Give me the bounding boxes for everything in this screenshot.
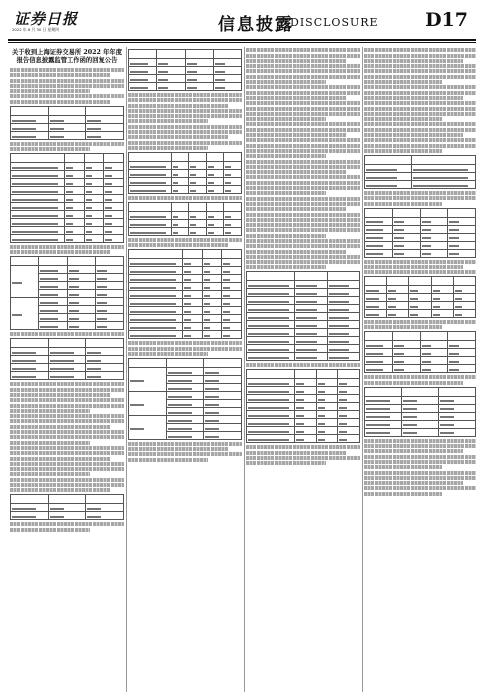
text-line: [246, 207, 346, 211]
text-line: [10, 483, 124, 487]
text-line: [10, 441, 90, 445]
text-line: [128, 146, 208, 150]
column-4: [364, 47, 476, 692]
text-line: [10, 388, 124, 392]
text-line: [364, 128, 476, 132]
text-line: [10, 147, 90, 151]
text-line: [246, 80, 326, 84]
text-line: [10, 100, 110, 104]
text-line: [246, 133, 346, 137]
data-table: [246, 271, 360, 361]
text-line: [364, 476, 476, 480]
text-line: [10, 435, 124, 439]
article-title: 关于收到上海证券交易所 2022 年年度报告信息披露监管工作函的回复公告: [11, 49, 123, 64]
data-table: [364, 387, 476, 437]
column-divider: [126, 47, 127, 692]
data-table: [10, 153, 124, 243]
text-line: [128, 442, 242, 446]
text-line: [246, 117, 326, 121]
text-line: [364, 64, 476, 68]
column-divider: [244, 47, 245, 692]
text-line: [364, 191, 476, 195]
text-line: [128, 135, 228, 139]
text-line: [364, 270, 476, 274]
text-line: [246, 213, 360, 217]
text-line: [246, 265, 326, 269]
text-line: [128, 109, 242, 113]
text-line: [128, 447, 228, 451]
text-line: [128, 98, 242, 102]
text-line: [246, 451, 346, 455]
issue-date: 2022 年 6 月 30 日 星期四: [12, 27, 59, 32]
text-line: [246, 218, 360, 222]
text-line: [10, 250, 110, 254]
text-line: [246, 170, 346, 174]
text-line: [10, 451, 124, 455]
page-code: D17: [425, 9, 468, 31]
text-line: [364, 444, 476, 448]
text-line: [128, 141, 242, 145]
text-line: [364, 107, 476, 111]
text-line: [128, 452, 242, 456]
data-table: [128, 202, 242, 236]
newspaper-page: [8, 6, 476, 694]
text-line: [364, 465, 442, 469]
text-line: [364, 202, 442, 206]
data-table: [10, 494, 124, 520]
text-line: [246, 138, 360, 142]
text-line: [246, 461, 326, 465]
column-divider: [362, 47, 363, 692]
text-line: [10, 142, 124, 146]
masthead-rule: [8, 39, 476, 41]
text-line: [364, 325, 442, 329]
text-line: [246, 160, 360, 164]
text-line: [10, 382, 124, 386]
text-line: [364, 75, 476, 79]
text-line: [246, 181, 360, 185]
data-table: [364, 208, 476, 258]
text-line: [364, 320, 476, 324]
text-line: [246, 244, 360, 248]
text-line: [246, 59, 346, 63]
text-line: [246, 154, 326, 158]
text-line: [10, 467, 124, 471]
data-table: [10, 256, 124, 330]
text-line: [128, 125, 242, 129]
text-line: [364, 85, 476, 89]
text-line: [246, 250, 346, 254]
data-table: [364, 276, 476, 318]
text-line: [364, 375, 476, 379]
text-line: [10, 409, 90, 413]
text-line: [10, 430, 124, 434]
text-line: [364, 91, 476, 95]
text-line: [10, 332, 124, 336]
text-line: [128, 243, 228, 247]
text-line: [364, 133, 463, 137]
text-line: [10, 89, 90, 93]
text-line: [246, 85, 360, 89]
text-line: [246, 122, 360, 126]
text-line: [364, 59, 463, 63]
text-line: [128, 130, 242, 134]
text-line: [364, 96, 463, 100]
column-3: [246, 47, 360, 692]
text-line: [364, 481, 463, 485]
text-line: [128, 114, 242, 118]
text-line: [10, 419, 124, 423]
text-line: [246, 191, 326, 195]
text-line: [10, 528, 90, 532]
text-line: [246, 149, 360, 153]
text-line: [364, 486, 476, 490]
text-line: [246, 223, 360, 227]
data-table: [246, 369, 360, 443]
text-line: [128, 458, 208, 462]
text-line: [246, 165, 360, 169]
text-line: [246, 239, 360, 243]
data-table: [128, 358, 242, 440]
text-line: [246, 112, 360, 116]
text-line: [364, 449, 463, 453]
text-line: [246, 48, 360, 52]
section-title: 信息披露: [218, 15, 294, 35]
text-line: [364, 381, 463, 385]
text-line: [246, 202, 360, 206]
text-line: [364, 196, 476, 200]
text-line: [364, 138, 476, 142]
text-line: [10, 245, 124, 249]
text-line: [10, 79, 124, 83]
text-line: [128, 341, 242, 345]
text-line: [364, 69, 476, 73]
column-1: [10, 47, 124, 692]
text-line: [364, 122, 476, 126]
text-line: [10, 84, 124, 88]
text-line: [364, 439, 476, 443]
data-table: [364, 331, 476, 373]
text-line: [364, 48, 476, 52]
text-line: [364, 455, 476, 459]
text-line: [128, 352, 208, 356]
text-line: [128, 119, 208, 123]
text-line: [364, 144, 476, 148]
text-line: [246, 101, 360, 105]
text-line: [246, 260, 360, 264]
text-line: [10, 478, 124, 482]
text-line: [364, 460, 476, 464]
data-table: [128, 152, 242, 194]
text-line: [246, 107, 360, 111]
text-line: [10, 398, 124, 402]
text-line: [246, 186, 360, 190]
text-line: [10, 94, 124, 98]
text-line: [364, 265, 463, 269]
article-header: [10, 49, 124, 65]
text-line: [246, 69, 360, 73]
text-line: [246, 175, 360, 179]
text-line: [128, 104, 228, 108]
text-line: [246, 197, 360, 201]
data-table: [10, 106, 124, 140]
text-line: [10, 472, 90, 476]
text-line: [364, 471, 476, 475]
text-line: [128, 347, 242, 351]
text-line: [246, 144, 360, 148]
text-line: [10, 462, 124, 466]
text-line: [10, 404, 124, 408]
data-table: [128, 249, 242, 339]
text-line: [10, 73, 110, 77]
data-table: [128, 49, 242, 91]
text-line: [10, 393, 110, 397]
text-line: [246, 456, 360, 460]
text-line: [246, 234, 326, 238]
text-line: [128, 238, 242, 242]
masthead-rule-thin: [8, 42, 476, 43]
text-line: [364, 117, 442, 121]
text-line: [364, 112, 476, 116]
masthead: [8, 6, 476, 46]
text-line: [10, 522, 124, 526]
text-line: [10, 488, 110, 492]
data-table: [364, 155, 476, 189]
text-line: [364, 149, 442, 153]
text-line: [364, 492, 442, 496]
text-line: [10, 68, 124, 72]
text-line: [364, 80, 442, 84]
text-line: [10, 446, 124, 450]
text-line: [246, 91, 360, 95]
text-line: [364, 260, 476, 264]
text-line: [10, 457, 110, 461]
text-line: [246, 445, 360, 449]
text-line: [10, 414, 124, 418]
section-title-en: DISCLOSURE: [290, 16, 379, 29]
text-line: [246, 363, 360, 367]
text-line: [128, 196, 242, 200]
text-line: [364, 54, 476, 58]
data-table: [10, 338, 124, 380]
text-line: [246, 75, 360, 79]
column-2: [128, 47, 242, 692]
text-line: [246, 128, 360, 132]
text-line: [128, 93, 242, 97]
text-line: [246, 54, 360, 58]
newspaper-logo: 证券日报: [14, 10, 79, 28]
text-line: [364, 101, 476, 105]
text-line: [10, 425, 110, 429]
text-line: [246, 255, 360, 259]
text-line: [246, 64, 360, 68]
text-line: [246, 228, 360, 232]
text-line: [246, 96, 346, 100]
